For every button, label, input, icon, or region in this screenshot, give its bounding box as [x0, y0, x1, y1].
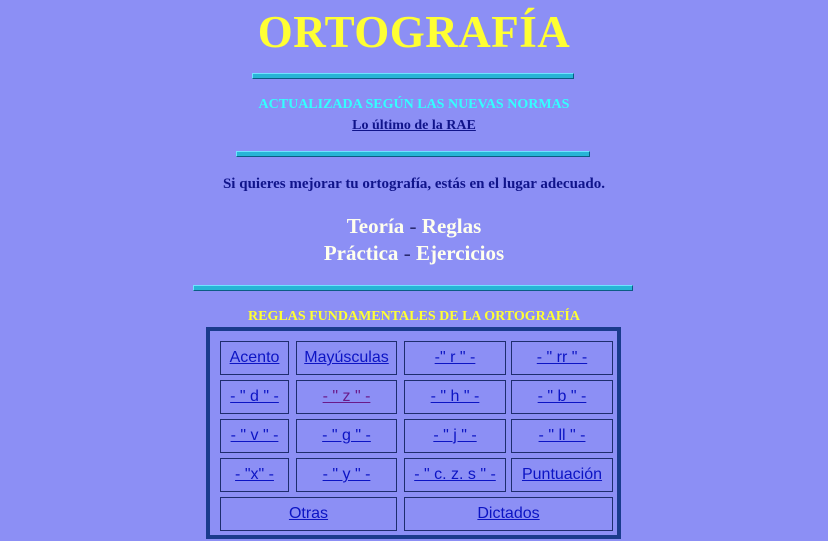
rules-grid: [206, 327, 621, 539]
rules-link[interactable]: Reglas: [421, 214, 482, 238]
theory-link[interactable]: Teoría: [346, 214, 405, 238]
rule-mayusculas-link[interactable]: Mayúsculas: [296, 341, 397, 375]
exercises-link[interactable]: Ejercicios: [415, 241, 505, 265]
topic-separator: -: [404, 214, 422, 238]
rule-r-link[interactable]: -" r " -: [404, 341, 506, 375]
rae-link-container: [0, 118, 828, 134]
subtitle: ACTUALIZADA SEGÚN LAS NUEVAS NORMAS: [258, 97, 570, 112]
divider-top: [252, 73, 574, 79]
rule-d-link[interactable]: - " d " -: [220, 380, 289, 414]
rules-section-title: REGLAS FUNDAMENTALES DE LA ORTOGRAFÍA: [248, 309, 580, 324]
rule-g-link[interactable]: - " g " -: [296, 419, 397, 453]
topic-separator: -: [398, 241, 416, 265]
topic-theory-row: [0, 213, 828, 239]
rae-latest-link[interactable]: Lo último de la RAE: [352, 118, 476, 133]
rule-x-link[interactable]: - "x" -: [220, 458, 289, 492]
rule-b-link[interactable]: - " b " -: [511, 380, 613, 414]
intro-text: Si quieres mejorar tu ortografía, estás en el lugar adecuado.: [222, 176, 606, 192]
rule-ll-link[interactable]: - " ll " -: [511, 419, 613, 453]
rule-otras-link[interactable]: Otras: [220, 497, 397, 531]
divider-bottom: [193, 285, 633, 291]
rule-j-link[interactable]: - " j " -: [404, 419, 506, 453]
rule-rr-link[interactable]: - " rr " -: [511, 341, 613, 375]
rule-z-link[interactable]: - " z " -: [296, 380, 397, 414]
rule-h-link[interactable]: - " h " -: [404, 380, 506, 414]
practice-link[interactable]: Práctica: [323, 241, 399, 265]
rule-acento-link[interactable]: Acento: [220, 341, 289, 375]
rule-czs-link[interactable]: - " c. z. s " -: [404, 458, 506, 492]
rule-v-link[interactable]: - " v " -: [220, 419, 289, 453]
rule-puntuacion-link[interactable]: Puntuación: [511, 458, 613, 492]
page-title: ORTOGRAFÍA: [257, 7, 571, 57]
dictados-link[interactable]: Dictados: [404, 497, 613, 531]
rule-y-link[interactable]: - " y " -: [296, 458, 397, 492]
topic-practice-row: [0, 240, 828, 266]
divider-middle: [236, 151, 590, 157]
